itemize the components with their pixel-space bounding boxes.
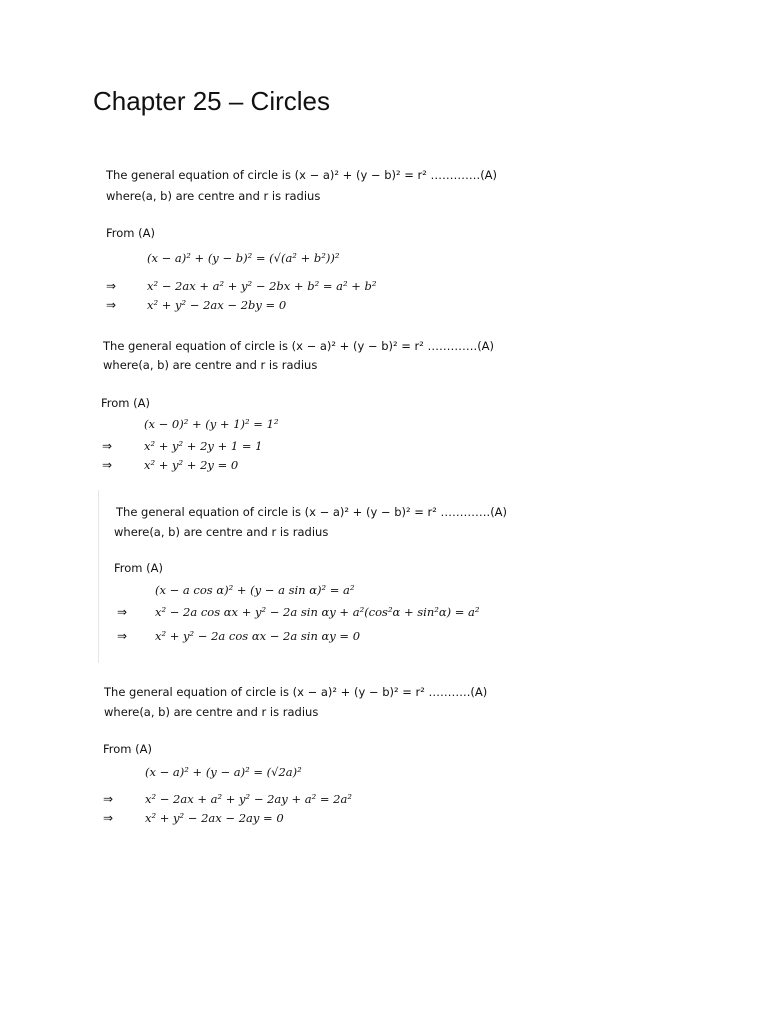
from-label: From (A) (103, 742, 152, 756)
equation-line-1: (x − a cos α)² + (y − a sin α)² = a² (155, 583, 355, 597)
general-equation-text: The general equation of circle is (x − a)² + (y − b)² = r² ………….(A) (116, 505, 508, 519)
implies-symbol: ⇒ (106, 279, 117, 293)
equation-line-2: x² − 2ax + a² + y² − 2bx + b² = a² + b² (147, 279, 377, 293)
from-label: From (A) (106, 226, 155, 240)
centre-radius-text: where(a, b) are centre and r is radius (104, 705, 319, 719)
equation-line-2: x² − 2ax + a² + y² − 2ay + a² = 2a² (145, 792, 352, 806)
equation-line-2: x² − 2a cos αx + y² − 2a sin αy + a²(cos²α + sin²α) = a² (155, 605, 480, 619)
implies-symbol: ⇒ (117, 629, 128, 643)
equation-line-3: x² + y² − 2ax − 2ay = 0 (145, 811, 284, 825)
general-equation-text: The general equation of circle is (x − a)² + (y − b)² = r² ………….(A) (106, 168, 498, 182)
implies-symbol: ⇒ (106, 298, 117, 312)
from-label: From (A) (101, 396, 150, 410)
general-equation-text: The general equation of circle is (x − a)² + (y − b)² = r² ………….(A) (103, 339, 495, 353)
equation-line-1: (x − a)² + (y − a)² = (√2a)² (145, 765, 302, 779)
equation-line-3: x² + y² − 2a cos αx − 2a sin αy = 0 (155, 629, 361, 643)
equation-line-1: (x − a)² + (y − b)² = (√(a² + b²))² (147, 251, 340, 265)
equation-line-1: (x − 0)² + (y + 1)² = 1² (144, 417, 279, 431)
implies-symbol: ⇒ (102, 439, 113, 453)
equation-line-3: x² + y² − 2ax − 2by = 0 (147, 298, 287, 312)
implies-symbol: ⇒ (103, 811, 114, 825)
page-title: Chapter 25 – Circles (93, 86, 330, 116)
implies-symbol: ⇒ (117, 605, 128, 619)
implies-symbol: ⇒ (102, 458, 113, 472)
centre-radius-text: where(a, b) are centre and r is radius (106, 189, 321, 203)
equation-line-2: x² + y² + 2y + 1 = 1 (144, 439, 263, 453)
centre-radius-text: where(a, b) are centre and r is radius (114, 525, 329, 539)
equation-line-3: x² + y² + 2y = 0 (144, 458, 239, 472)
implies-symbol: ⇒ (103, 792, 114, 806)
general-equation-text: The general equation of circle is (x − a)² + (y − b)² = r² ………..(A) (104, 685, 488, 699)
margin-rule (98, 490, 99, 663)
from-label: From (A) (114, 561, 163, 575)
centre-radius-text: where(a, b) are centre and r is radius (103, 358, 318, 372)
